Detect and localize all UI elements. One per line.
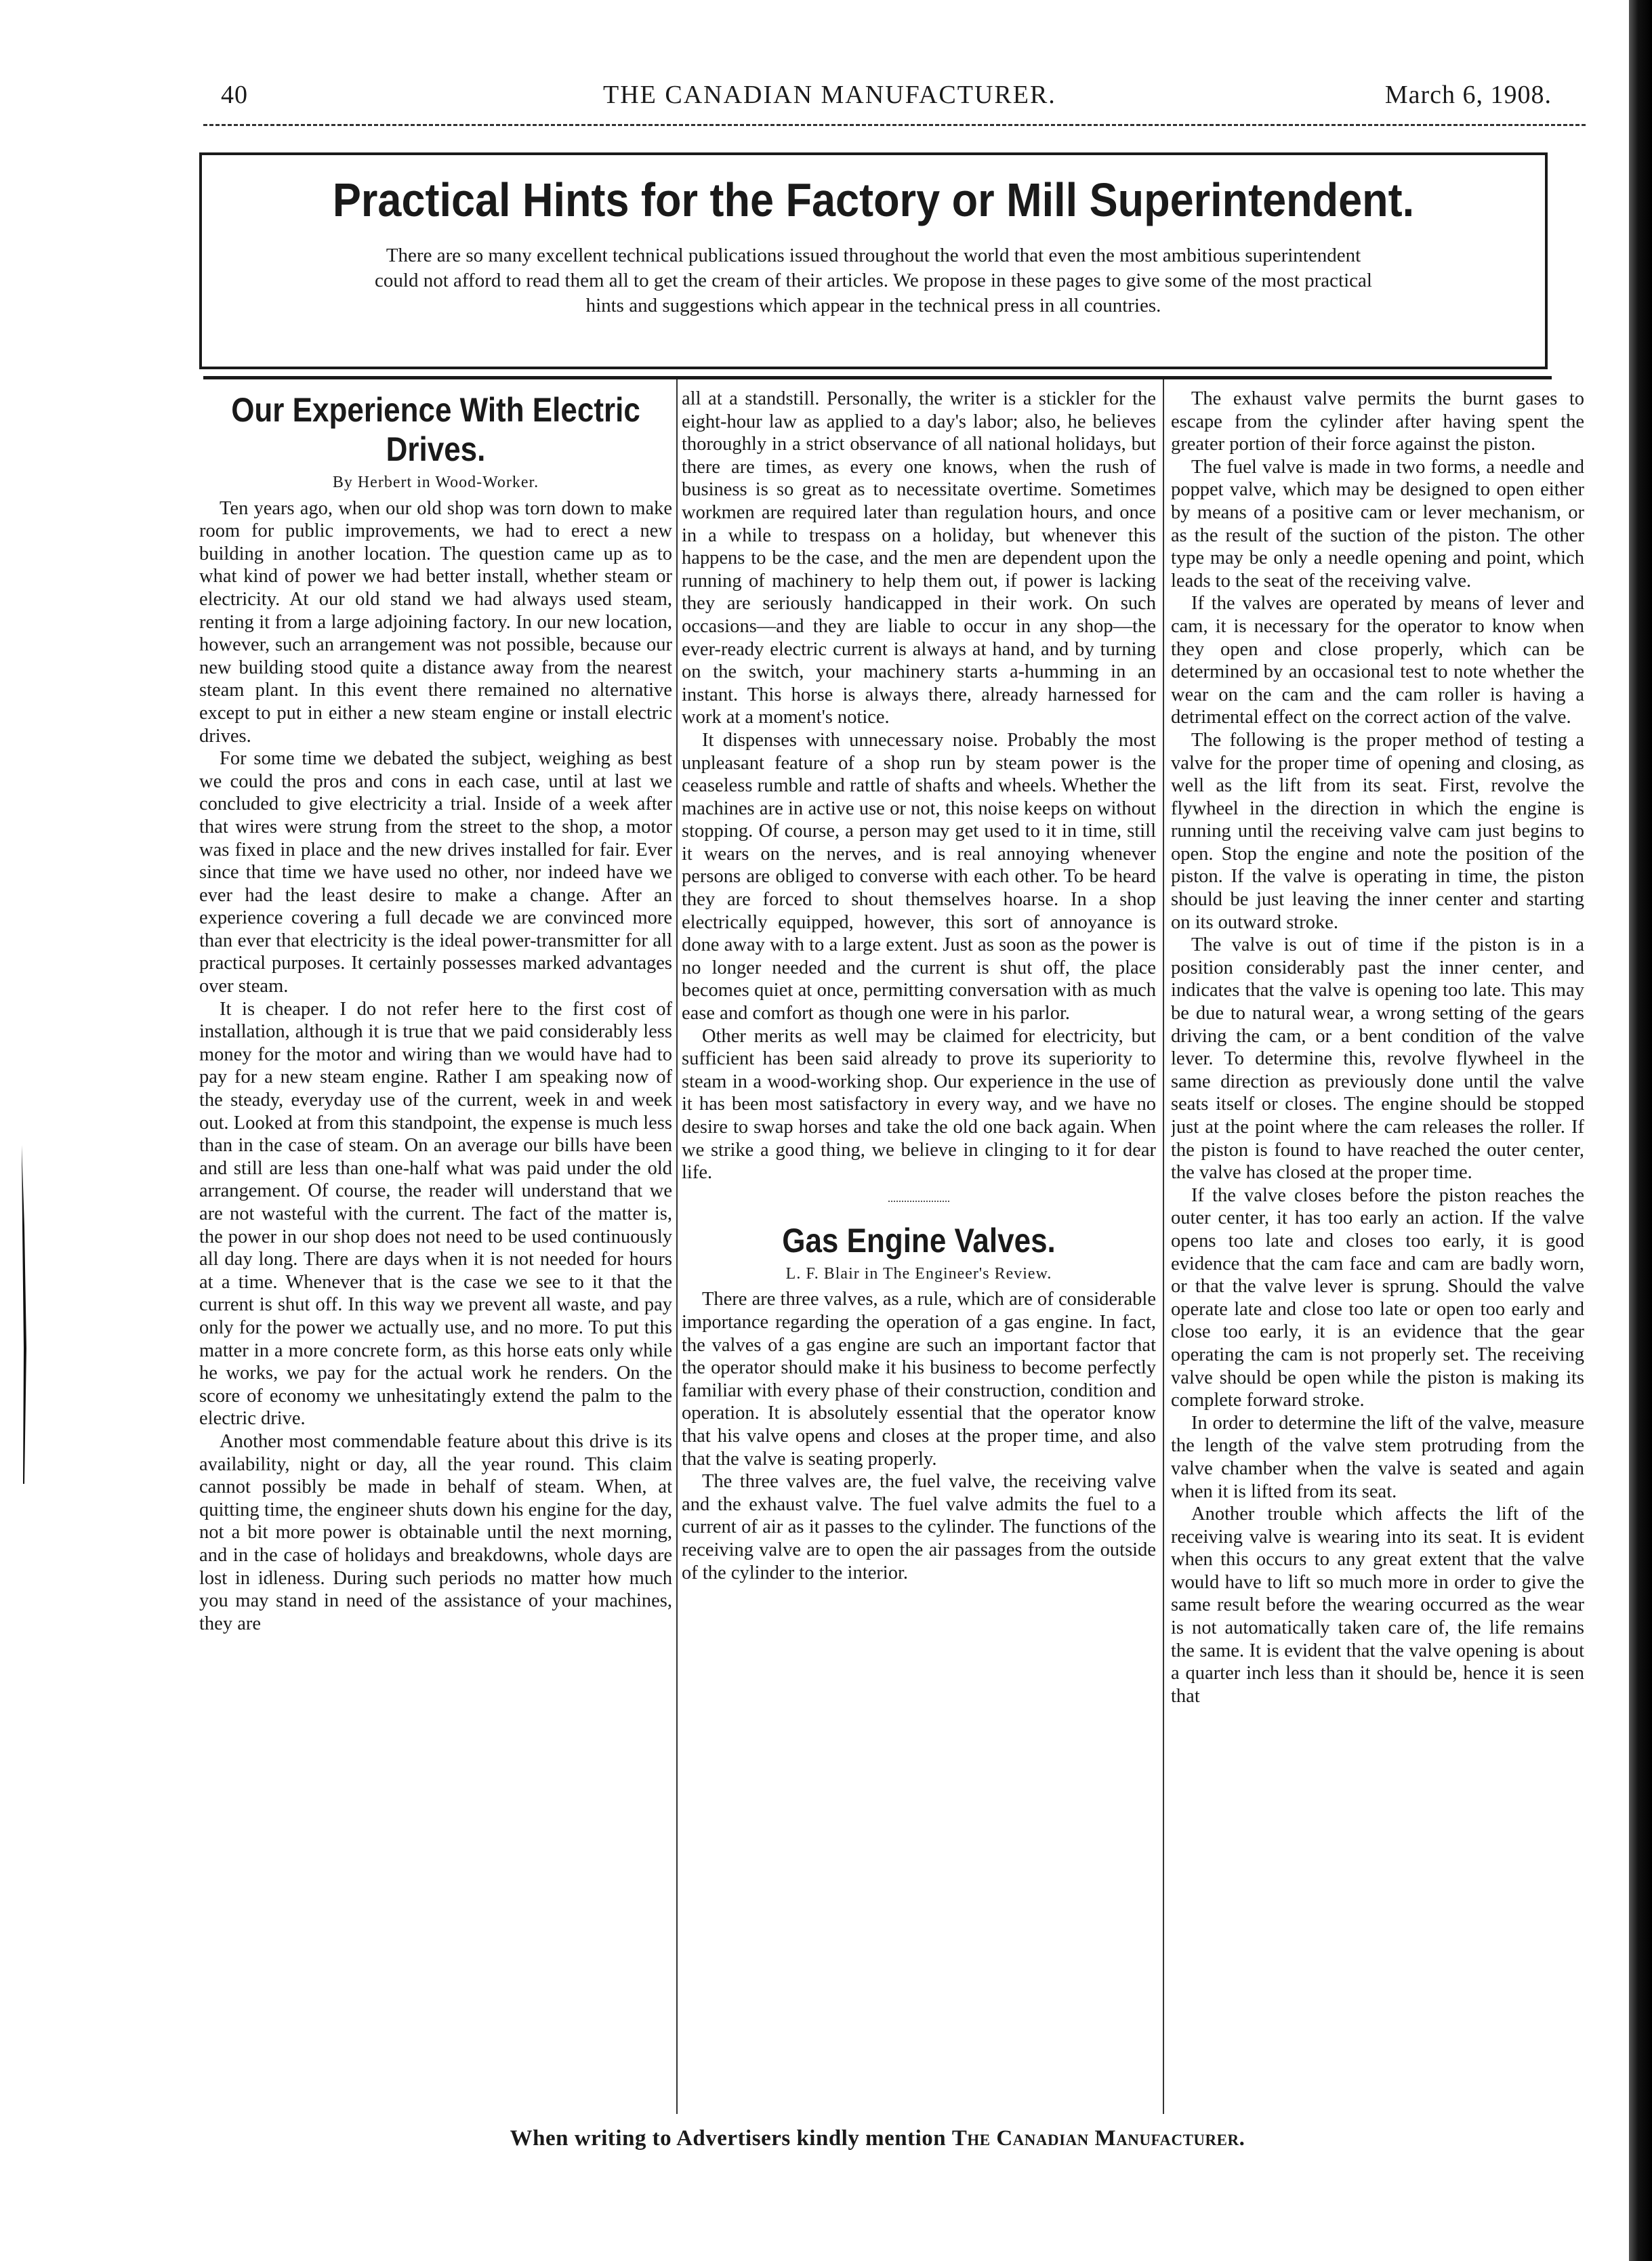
article-paragraph: If the valves are operated by means of lever and cam, it is necessary for the operator to know when they open and close properly, which can be determined by an occasional test to note whether the wear on the cam and the cam roller is having a detrimental effect on the correct action of the valve. — [1171, 593, 1584, 728]
article-paragraph: If the valve closes before the piston reaches the outer center, it has too early an action. If the valve opens too late and closes too early, it is good evidence that the cam face and cam are badly worn, or that the valve lever is sprung. Should the valve operate late and close too late or open too early and close too early, it is an evidence that the gear operating the cam is not properly set. The receiving valve should be open while the piston is making its complete forward stroke. — [1171, 1184, 1584, 1411]
article-paragraph: In order to determine the lift of the valve, measure the length of the valve stem protruding from the valve chamber when the valve is seated and again when it is lifted from its seat. — [1171, 1412, 1584, 1502]
binding-edge-shadow — [1629, 0, 1652, 2261]
scan-mark — [20, 1145, 27, 1484]
footer-magazine-name: The Canadian Manufacturer. — [951, 2126, 1245, 2151]
section-headline: Practical Hints for the Factory or Mill Superintendent. — [332, 173, 1415, 226]
advertiser-footer — [203, 2126, 1552, 2151]
column-divider — [676, 379, 678, 2114]
column-1 — [199, 388, 672, 2115]
article-paragraph: The valve is out of time if the piston is in a position considerably past the inner center, and indicates that the valve is opening too late. This may be due to natural wear, a wrong setting of the gears driving the cam, or a bent condition of the valve lever. To determine this, revolve flywheel in the same direction as previously done until the valve seats itself or closes. The engine should be stopped just at the point where the cam releases the roller. If the piston is found to have reached the outer center, the valve has closed at the proper time. — [1171, 934, 1584, 1184]
section-intro-text: There are so many excellent technical publications issued throughout the world that even the most ambitious superintendent could not afford to read them all to get the cream of their articles. We propose in these pages to give some of the most practical hints and suggestions which appear in the technical press in all countries. — [375, 245, 1372, 316]
article-paragraph: The following is the proper method of testing a valve for the proper time of opening and closing, as well as the lift from its seat. First, revolve the flywheel in the direction in which the engine is running until the receiving valve cam just begins to open. Stop the engine and note the position of the piston. If the valve is operating in time, the piston should be just leaving the inner center and starting on its outward stroke. — [1171, 729, 1584, 933]
article-paragraph: Ten years ago, when our old shop was torn down to make room for public improvements, we had to erect a new building in another location. The question came up as to what kind of power we had better install, whether steam or electricity. At our old stand we had always used steam, renting it from a large adjoining factory. In our new location, however, such an arrangement was not possible, because our new building stood quite a distance away from the nearest steam plant. In this event there remained no alternative except to put in either a new steam engine or install electric drives. — [199, 497, 672, 747]
footer-prefix: When writing to Advertisers kindly mention — [510, 2126, 952, 2151]
article-paragraph: It is cheaper. I do not refer here to the first cost of installation, although it is true that we paid considerably less money for the motor and wiring than we would have had to pay for a new steam engine. Rather I am speaking now of the steady, everyday use of the current, week in and week out. Looked at from this standpoint, the expense is much less than in the case of steam. On an average our bills have been and still are less than one-half what was paid under the old arrangement. Of course, the reader will understand that we are not wasteful with the current. The fact of the matter is, the power in our shop does not need to be used continuously all day long. There are days when it is not needed for hours at a time. Whenever that is the case we see to it that the current is shut off. In this way we prevent all waste, and pay only for the power we actually use, and no more. To put this matter in a more concrete form, as this horse eats only while he works, we pay for the actual work he renders. On the score of economy we unhesitatingly extend the palm to the electric drive. — [199, 998, 672, 1430]
article-paragraph: There are three valves, as a rule, which are of considerable importance regarding the operation of a gas engine. In fact, the valves of a gas engine are such an important factor that the operator should make it his business to become perfectly familiar with every phase of their construction, condition and operation. It is absolutely essential that the operator know that his valve opens and closes at the proper time, and also that the valve is seating properly. — [682, 1289, 1156, 1470]
article-paragraph: Another trouble which affects the lift of the receiving valve is wearing into its seat. It is evident when this occurs to any great extent that the valve would have to lift so much more in order to give the same result before the wearing occurred as the wear is not automatically taken care of, the life remains the same. It is evident that the valve opening is about a quarter inch less than it should be, hence it is seen that — [1171, 1503, 1584, 1707]
intro-under-rule — [203, 376, 1552, 379]
column-3 — [1171, 388, 1584, 2115]
issue-date: March 6, 1908. — [1384, 81, 1552, 109]
publication-name: THE CANADIAN MANUFACTURER. — [603, 81, 1056, 109]
article-paragraph: The fuel valve is made in two forms, a needle and poppet valve, which may be designed to open either by means of a positive cam or lever mechanism, or as the result of the suction of the piston. The other type may be only a needle opening and point, which leads to the seat of the receiving valve. — [1171, 456, 1584, 592]
article-byline: L. F. Blair in The Engineer's Review. — [785, 1264, 1052, 1283]
article-paragraph: For some time we debated the subject, weighing as best we could the pros and cons in each case, until at last we concluded to give electricity a trial. Inside of a week after that wires were strung from the street to the shop, a motor was fixed in place and the new drives installed for fair. Ever since that time we have used no other, nor indeed have we ever had the least desire to make a change. After an experience covering a full decade we are convinced more than ever that electricity is the ideal power-transmitter for all practical purposes. It certainly possesses marked advantages over steam. — [199, 748, 672, 997]
column-divider — [1163, 379, 1164, 2114]
header-divider — [203, 124, 1586, 126]
article-paragraph: Other merits as well may be claimed for electricity, but sufficient has been said already to prove its superiority to steam in a wood-working shop. Our experience in the use of it has been most satisfactory in every way, and we have no desire to swap horses and take the old one back again. When we strike a good thing, we believe in clinging to it for dear life. — [682, 1025, 1156, 1184]
column-2 — [682, 388, 1156, 2115]
article-title: Our Experience With Electric Drives. — [231, 391, 640, 468]
article-title: Gas Engine Valves. — [782, 1221, 1056, 1260]
intro-box — [199, 152, 1548, 369]
article-paragraph: all at a standstill. Personally, the writer is a stickler for the eight-hour law as applied to a day's labor; also, he believes thoroughly in a strict observance of all national holidays, but there are times, as every one knows, when the rush of business is so great as to necessitate overtime. Sometimes workmen are required later than regulation hours, and once in a while to trespass on a holiday, but whenever this happens to be the case, and the men are dependent upon the running of machinery to help them out, if power is lacking they are seriously handicapped in their work. On such occasions—and they are liable to occur in any shop—the ever-ready electric current is always at hand, and by turning on the switch, your machinery starts a-humming in an instant. This horse is always there, already harnessed for work at a moment's notice. — [682, 388, 1156, 728]
article-paragraph: The three valves are, the fuel valve, the receiving valve and the exhaust valve. The fuel valve admits the fuel to a current of air as it passes to the cylinder. The functions of the receiving valve are to open the air passages from the outside of the cylinder to the interior. — [682, 1471, 1156, 1583]
running-head — [203, 80, 1552, 121]
page-number: 40 — [221, 81, 248, 109]
article-paragraph: Another most commendable feature about this drive is its availability, night or day, all the year round. This claim cannot possibly be made in behalf of steam. When, at quitting time, the engineer shuts down his engine for the day, not a bit more power is obtainable until the next morning, and in the case of holidays and breakdowns, whole days are lost in idleness. During such periods no matter how much you may stand in need of the assistance of your machines, they are — [199, 1430, 672, 1634]
article-paragraph: It dispenses with unnecessary noise. Probably the most unpleasant feature of a shop run by steam power is the ceaseless rumble and rattle of shafts and wheels. Whether the machines are in active use or not, this noise keeps on without stopping. Of course, a person may get used to it in time, still it wears on the nerves, and is real annoying whenever persons are obliged to converse with each other. To be heard they are forced to shout themselves hoarse. In a shop electrically equipped, however, this sort of annoyance is done away with to a large extent. Just as soon as the power is no longer needed and the current is shut off, the place becomes quiet at once, permitting conversation with as much ease and comfort as though one were in his parlor. — [682, 729, 1156, 1024]
article-paragraph: The exhaust valve permits the burnt gases to escape from the cylinder after having spent the greater portion of their force against the piston. — [1171, 388, 1584, 455]
article-byline: By Herbert in Wood-Worker. — [332, 474, 539, 491]
article-separator — [888, 1201, 949, 1202]
